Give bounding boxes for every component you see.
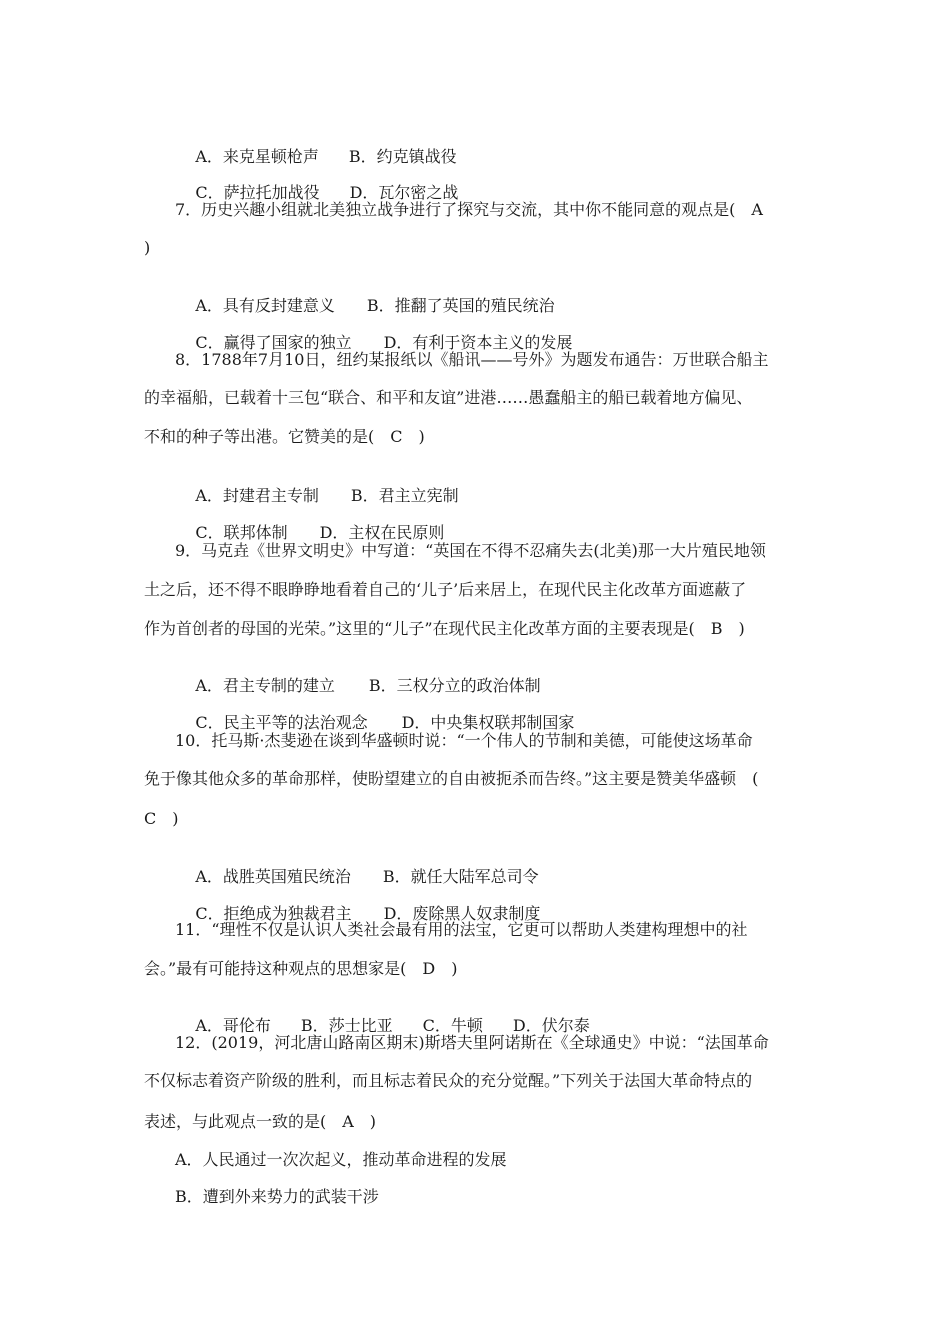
q9-option-c: C．民主平等的法治观念 — [195, 713, 368, 732]
q7-option-d: D．有利于资本主义的发展 — [383, 333, 573, 352]
q10-option-d: D．废除黑人奴隶制度 — [383, 904, 541, 923]
q6-option-c: C．萨拉托加战役 — [195, 183, 320, 202]
q7-option-a: A．具有反封建意义 — [195, 296, 335, 315]
q10-stem-line-3: C ) — [144, 809, 179, 828]
q8-stem-line-2: 的幸福船，已载着十三包“联合、和平和友谊”进港……愚蠢船主的船已载着地方偏见、 — [144, 388, 753, 407]
q10-stem-line-2: 免于像其他众多的革命那样，使盼望建立的自由被扼杀而告终。”这主要是赞美华盛顿 ( — [144, 769, 759, 788]
q10-stem-line-1: 10．托马斯·杰斐逊在谈到华盛顿时说：“一个伟人的节制和美德，可能使这场革命 — [175, 731, 753, 750]
q10-option-b: B．就任大陆军总司令 — [382, 867, 539, 886]
q12-stem-line-3: 表述，与此观点一致的是( A ) — [144, 1112, 377, 1131]
q12-stem-line-2: 不仅标志着资产阶级的胜利，而且标志着民众的充分觉醒。”下列关于法国大革命特点的 — [144, 1071, 753, 1090]
q8-option-b: B．君主立宪制 — [350, 486, 459, 505]
q9-option-b: B．三权分立的政治体制 — [368, 676, 541, 695]
q11-stem-line-2: 会。”最有可能持这种观点的思想家是( D ) — [144, 959, 458, 978]
q9-stem-line-2: 土之后，还不得不眼睁睁地看着自己的‘儿子’后来居上，在现代民主化改革方面遮蔽了 — [144, 580, 747, 599]
q10-option-c: C．拒绝成为独裁君主 — [195, 904, 352, 923]
q7-stem: 7．历史兴趣小组就北美独立战争进行了探究与交流，其中你不能同意的观点是( A — [175, 200, 763, 219]
q9-option-d: D．中央集权联邦制国家 — [401, 713, 575, 732]
q8-option-a: A．封建君主专制 — [195, 486, 319, 505]
q6-option-d: D．瓦尔密之战 — [349, 183, 459, 202]
q9-stem-line-3: 作为首创者的母国的光荣。”这里的“儿子”在现代民主化改革方面的主要表现是( B ) — [144, 619, 745, 638]
q11-stem-line-1: 11．“理性不仅是认识人类社会最有用的法宝，它更可以帮助人类建构理想中的社 — [175, 920, 748, 939]
q12-option-b: B．遭到外来势力的武装干涉 — [175, 1187, 379, 1206]
q11-option-c: C．牛顿 — [422, 1016, 483, 1035]
q8-option-c: C．联邦体制 — [195, 523, 288, 542]
q11-option-a: A．哥伦布 — [195, 1016, 271, 1035]
q9-stem-line-1: 9．马克垚《世界文明史》中写道：“英国在不得不忍痛失去(北美)那一大片殖民地领 — [175, 541, 766, 560]
q7-option-c: C．赢得了国家的独立 — [195, 333, 352, 352]
q11-option-b: B．莎士比亚 — [300, 1016, 393, 1035]
q6-option-a: A．来克星顿枪声 — [195, 147, 319, 166]
q11-option-d: D．伏尔泰 — [512, 1016, 590, 1035]
q12-stem-line-1: 12．(2019，河北唐山路南区期末)斯塔夫里阿诺斯在《全球通史》中说：“法国革命 — [175, 1033, 769, 1052]
q10-option-a: A．战胜英国殖民统治 — [195, 867, 351, 886]
q8-stem-line-1: 8．1788年7月10日，纽约某报纸以《船讯——号外》为题发布通告：万世联合船主 — [175, 350, 769, 369]
q9-option-a: A．君主专制的建立 — [195, 676, 335, 695]
q8-option-d: D．主权在民原则 — [319, 523, 445, 542]
q12-option-a: A．人民通过一次次起义，推动革命进程的发展 — [175, 1150, 507, 1169]
q7-stem-continued: ) — [144, 238, 151, 257]
q8-stem-line-3: 不和的种子等出港。它赞美的是( C ) — [144, 427, 425, 446]
q6-option-b: B．约克镇战役 — [348, 147, 457, 166]
q7-option-b: B．推翻了英国的殖民统治 — [366, 296, 555, 315]
